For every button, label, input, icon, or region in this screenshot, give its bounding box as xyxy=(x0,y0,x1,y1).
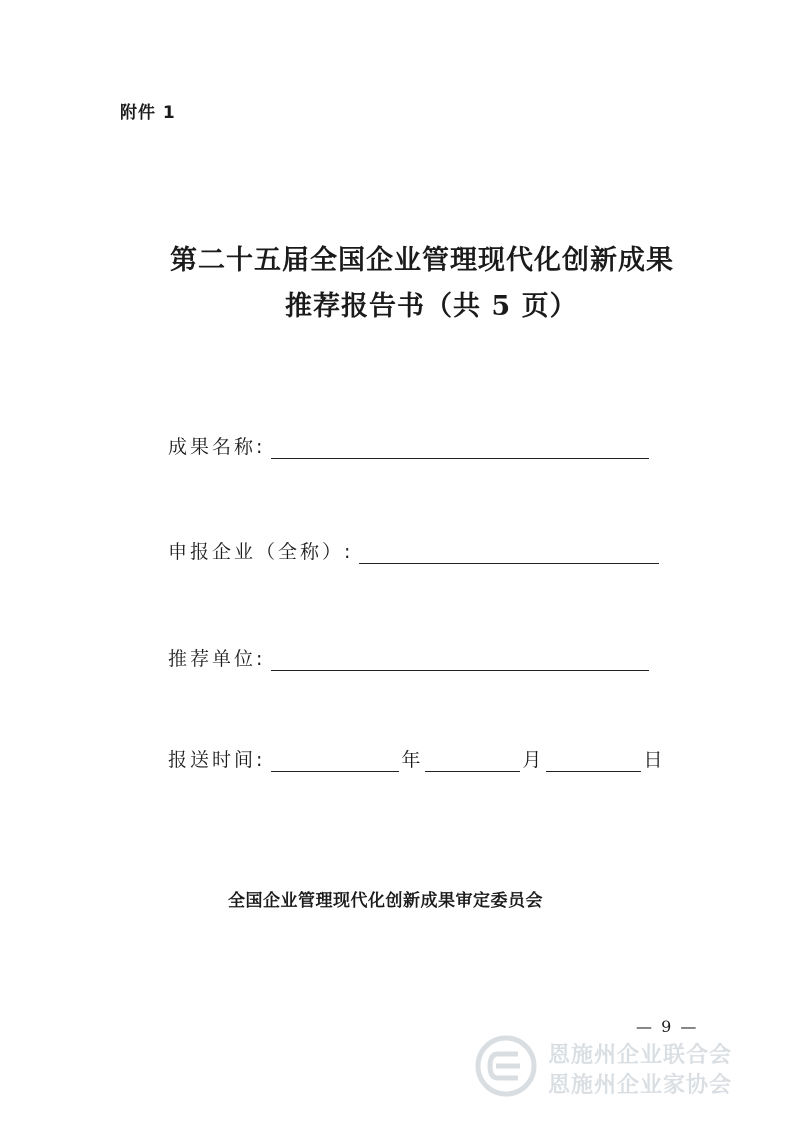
applicant-company-blank[interactable] xyxy=(359,541,659,564)
watermark-line-1: 恩施州企业联合会 xyxy=(548,1043,733,1068)
attachment-label: 附件 1 xyxy=(120,103,176,123)
page-number: — 9 — xyxy=(636,1017,699,1036)
watermark xyxy=(474,1030,774,1100)
month-blank[interactable] xyxy=(425,749,520,772)
committee-name: 全国企业管理现代化创新成果审定委员会 xyxy=(228,891,543,911)
month-unit: 月 xyxy=(522,749,545,771)
achievement-name-field xyxy=(168,432,649,459)
watermark-logo-icon xyxy=(474,1034,538,1098)
year-blank[interactable] xyxy=(271,749,399,772)
achievement-name-blank[interactable] xyxy=(271,436,649,459)
recommending-unit-blank[interactable] xyxy=(271,648,649,671)
year-unit: 年 xyxy=(401,749,424,771)
document-title-line-1: 第二十五届全国企业管理现代化创新成果 xyxy=(170,245,674,276)
day-unit: 日 xyxy=(643,749,666,771)
watermark-line-2: 恩施州企业家协会 xyxy=(548,1073,733,1098)
submission-date-field xyxy=(168,745,667,772)
day-blank[interactable] xyxy=(546,749,641,772)
submission-date-label: 报送时间: xyxy=(168,749,266,771)
document-title-line-2: 推荐报告书（共 5 页） xyxy=(285,291,578,322)
applicant-company-field xyxy=(168,537,659,564)
achievement-name-label: 成果名称: xyxy=(168,436,266,458)
recommending-unit-label: 推荐单位: xyxy=(168,648,266,670)
applicant-company-label: 申报企业（全称）: xyxy=(168,541,354,563)
recommending-unit-field xyxy=(168,644,649,671)
